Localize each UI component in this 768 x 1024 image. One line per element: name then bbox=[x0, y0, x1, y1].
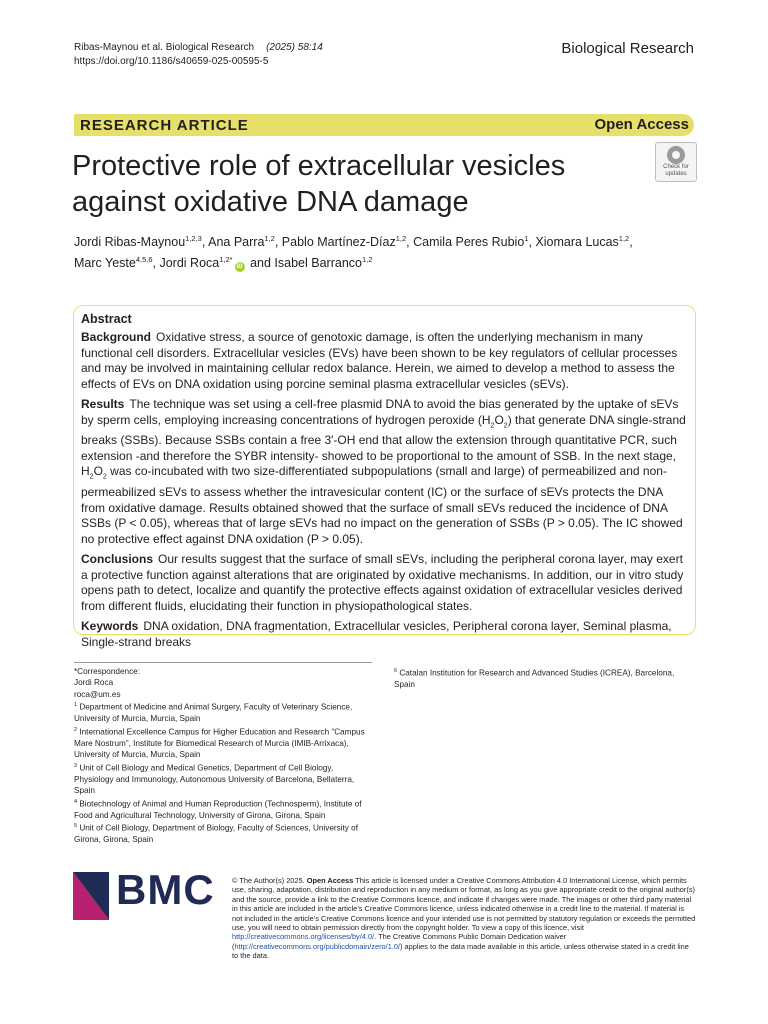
background-text: Oxidative stress, a source of genotoxic damage, is often the underlying mechanism in many functional cell disorders. Extracellular vesicles (EVs) have been shown to be key regulators of cellular processes and may be involved in maintaining cellular redox balance. Herein, we aimed to develop a method to assess the effects of EVs on DNA oxidation using porcine seminal plasma extracellular vesicles (sEVs). bbox=[81, 330, 678, 391]
affiliation-number: 2 bbox=[74, 726, 78, 733]
results-text: O bbox=[93, 464, 103, 479]
license-text: . The Creative Commons Public Domain Dedication waiver ( bbox=[232, 932, 567, 951]
title-line-1: Protective role of extracellular vesicles bbox=[72, 150, 566, 182]
correspondence-label: *Correspondence: bbox=[74, 667, 140, 676]
affiliation-text: Unit of Cell Biology and Medical Genetics, Department of Cell Biology, Physiology and Immunology, Autonomous University of Barcelona, Bellaterra, Spain bbox=[74, 763, 355, 796]
check-for-updates-icon bbox=[667, 146, 685, 164]
article-title bbox=[72, 148, 632, 220]
year-volume: (2025) 58:14 bbox=[266, 42, 323, 53]
author[interactable]: Xiomara Lucas bbox=[535, 235, 619, 250]
abstract-background bbox=[81, 330, 689, 392]
journal-name: Biological Research bbox=[561, 40, 694, 57]
author-list bbox=[74, 230, 694, 272]
affiliation-sup: 1 bbox=[524, 234, 529, 243]
affiliation-sup: 1,2,3 bbox=[185, 234, 202, 243]
affiliation-text: Department of Medicine and Animal Surgery, Faculty of Veterinary Science, University of Murcia, Murcia, Spain bbox=[74, 702, 353, 724]
affiliation bbox=[74, 797, 374, 822]
copyright: © The Author(s) 2025. bbox=[232, 876, 305, 885]
affiliation-sup: 1,2 bbox=[395, 234, 407, 243]
affiliation-sup: 1,2 bbox=[264, 234, 275, 243]
cc-by-link[interactable]: http://creativecommons.org/licenses/by/4.0/ bbox=[232, 932, 375, 942]
results-text: was co-incubated with two size-differentiated subpopulations (small and large) of permeabilized and non-permeabilized sEVs to assess whether the intravesicular content (IC) or the surface of sEVs protects the DNA from oxidative damage. Results obtained showed that the surface of small sEVs reduced the incidence of DNA SSBs (P < 0.05), whereas that of large sEVs had no impact on the generation of SSBs (P > 0.05). The IC showed no protective effect against DNA oxidation (P > 0.05). bbox=[81, 464, 683, 546]
conclusions-text: Our results suggest that the surface of small sEVs, including the peripheral corona layer, may exert a protective function against alterations that are originated by oxidative mechanisms. In addition, our in vitro study opens path to detect, localize and quantify the protective effects against oxidation of extracellular vesicles derived from different fluids, elucidating their function in physiopathological states. bbox=[81, 552, 684, 613]
keywords-label: Keywords bbox=[81, 619, 139, 634]
abstract-box bbox=[73, 305, 696, 649]
affiliation-text: International Excellence Campus for Higher Education and Research “Campus Mare Nostrum”, Institute for Biomedical Research of Murcia (IMIB-Arrixaca), University of Murcia, Murcia, Spain bbox=[74, 727, 365, 760]
author-line-2: Marc Yeste$^{4,5,6}$, Jordi Roca$^{1,2*}$iD and Isabel Barranco$^{1,2}$ bbox=[74, 255, 373, 271]
license-text: ) applies to the data made available in this article, unless otherwise stated in a credit line to the data. bbox=[232, 941, 689, 961]
and-word: and bbox=[250, 256, 271, 271]
results-label: Results bbox=[81, 397, 125, 411]
results-text: O bbox=[494, 412, 504, 427]
bmc-logo-text: BMC bbox=[116, 866, 215, 913]
affiliation-sup: 1,2 bbox=[361, 255, 373, 265]
affiliation bbox=[74, 821, 374, 846]
abstract-keywords bbox=[81, 619, 689, 650]
subscript: 2 bbox=[503, 421, 508, 429]
check-for-updates-line-2: updates bbox=[665, 171, 687, 177]
footnotes-right bbox=[394, 666, 694, 691]
results-text: ) that generate DNA single-strand breaks (SSBs). Because SSBs contain a free 3′-OH end that allow the extension through quantitative PCR, such extension -and therefore the SYBR intensity- showed to be proportional to the amount of SSB. In the next stage, H bbox=[81, 412, 686, 479]
affiliation-text: Biotechnology of Animal and Human Reproduction (Technosperm), Institute of Food and Agricultural Technology, University of Girona, Girona, Spain bbox=[74, 799, 362, 820]
footnotes-left bbox=[74, 666, 374, 846]
article-type: RESEARCH ARTICLE bbox=[80, 117, 249, 134]
subscript: 2 bbox=[490, 421, 495, 429]
affiliation bbox=[74, 700, 374, 725]
results-text: The technique was set using a cell-free plasmid DNA to avoid the bias generated by the uptake of sEVs by sperm cells, employing increasing concentrations of hydrogen peroxide (H bbox=[81, 397, 679, 427]
open-access-label: Open Access bbox=[594, 116, 689, 133]
abstract-heading: Abstract bbox=[81, 312, 132, 326]
affiliation-text: Catalan Institution for Research and Advanced Studies (ICREA), Barcelona, Spain bbox=[394, 668, 675, 690]
author[interactable]: Camila Peres Rubio bbox=[413, 235, 525, 250]
citation-line bbox=[74, 41, 323, 55]
affiliation-text: Unit of Cell Biology, Department of Biology, Faculty of Sciences, University of Girona, Girona, Spain bbox=[74, 823, 358, 845]
footnote-rule bbox=[74, 662, 372, 663]
affiliation-number: 3 bbox=[74, 762, 78, 769]
conclusions-label: Conclusions bbox=[81, 552, 154, 567]
author-line-1: Jordi Ribas-Maynou$^{1,2,3}$, Ana Parra$^{1,2}$, Pablo Martínez-Díaz$^{1,2}$, Camila Peres Rubio$^1$, Xiomara Lucas$^{1,2}$, bbox=[74, 234, 633, 250]
author[interactable]: Marc Yeste bbox=[74, 256, 136, 271]
author[interactable]: Isabel Barranco bbox=[274, 256, 362, 271]
citation: Ribas-Maynou et al. Biological Research bbox=[74, 42, 255, 53]
affiliation-number: 6 bbox=[394, 668, 398, 674]
abstract-conclusions bbox=[81, 552, 689, 614]
license-text: This article is licensed under a Creative Commons Attribution 4.0 International License, which permits use, sharing, adaptation, distribution and reproduction in any medium or format, as long as you give appropriate credit to the original author(s) and the source, provide a link to the Creative Commons licence, and indicate if changes were made. The images or other third party material in this article are included in the article’s Creative Commons licence, unless indicated otherwise in a credit line to the material. If material is not included in the article’s Creative Commons licence and your intended use is not permitted by statutory regulation or exceeds the permitted use, you will need to obtain permission directly from the copyright holder. To view a copy of this licence, visit bbox=[232, 876, 696, 933]
title-line-2: against oxidative DNA damage bbox=[72, 186, 469, 218]
correspondence-email[interactable]: roca@um.es bbox=[74, 689, 121, 699]
check-for-updates-line-1: Check for bbox=[663, 164, 689, 170]
author[interactable]: Jordi Ribas-Maynou bbox=[74, 235, 186, 250]
orcid-icon[interactable]: iD bbox=[236, 264, 243, 271]
keywords-text: DNA oxidation, DNA fragmentation, Extracellular vesicles, Peripheral corona layer, Seminal plasma, Single-strand breaks bbox=[81, 619, 672, 649]
doi-link[interactable]: https://doi.org/10.1186/s40659-025-00595-5 bbox=[74, 56, 269, 67]
author[interactable]: Pablo Martínez-Díaz bbox=[281, 235, 396, 250]
affiliation-number: 5 bbox=[74, 823, 78, 830]
affiliation-number: 4 bbox=[74, 798, 78, 805]
affiliation bbox=[74, 725, 374, 761]
affiliation-sup: 4,5,6 bbox=[135, 255, 153, 265]
affiliation-sup: 1,2* bbox=[219, 255, 233, 265]
subscript: 2 bbox=[89, 473, 94, 481]
license-open-access: Open Access bbox=[306, 876, 354, 885]
author[interactable]: Jordi Roca bbox=[159, 256, 220, 271]
subscript: 2 bbox=[102, 473, 107, 481]
article-type-banner bbox=[74, 114, 694, 136]
affiliation-sup: 1,2 bbox=[618, 234, 630, 243]
affiliation bbox=[74, 761, 374, 797]
background-label: Background bbox=[81, 330, 152, 344]
running-header bbox=[74, 41, 323, 69]
check-for-updates-badge[interactable] bbox=[655, 142, 697, 182]
author[interactable]: Ana Parra bbox=[208, 235, 265, 250]
license-statement bbox=[232, 876, 696, 961]
correspondence-name: Jordi Roca bbox=[74, 678, 114, 688]
bmc-logo-icon bbox=[73, 872, 109, 920]
abstract-results bbox=[81, 397, 689, 547]
cc0-link[interactable]: http://creativecommons.org/publicdomain/zero/1.0/ bbox=[234, 941, 401, 951]
affiliation-number: 1 bbox=[74, 702, 78, 709]
affiliation bbox=[394, 666, 694, 691]
